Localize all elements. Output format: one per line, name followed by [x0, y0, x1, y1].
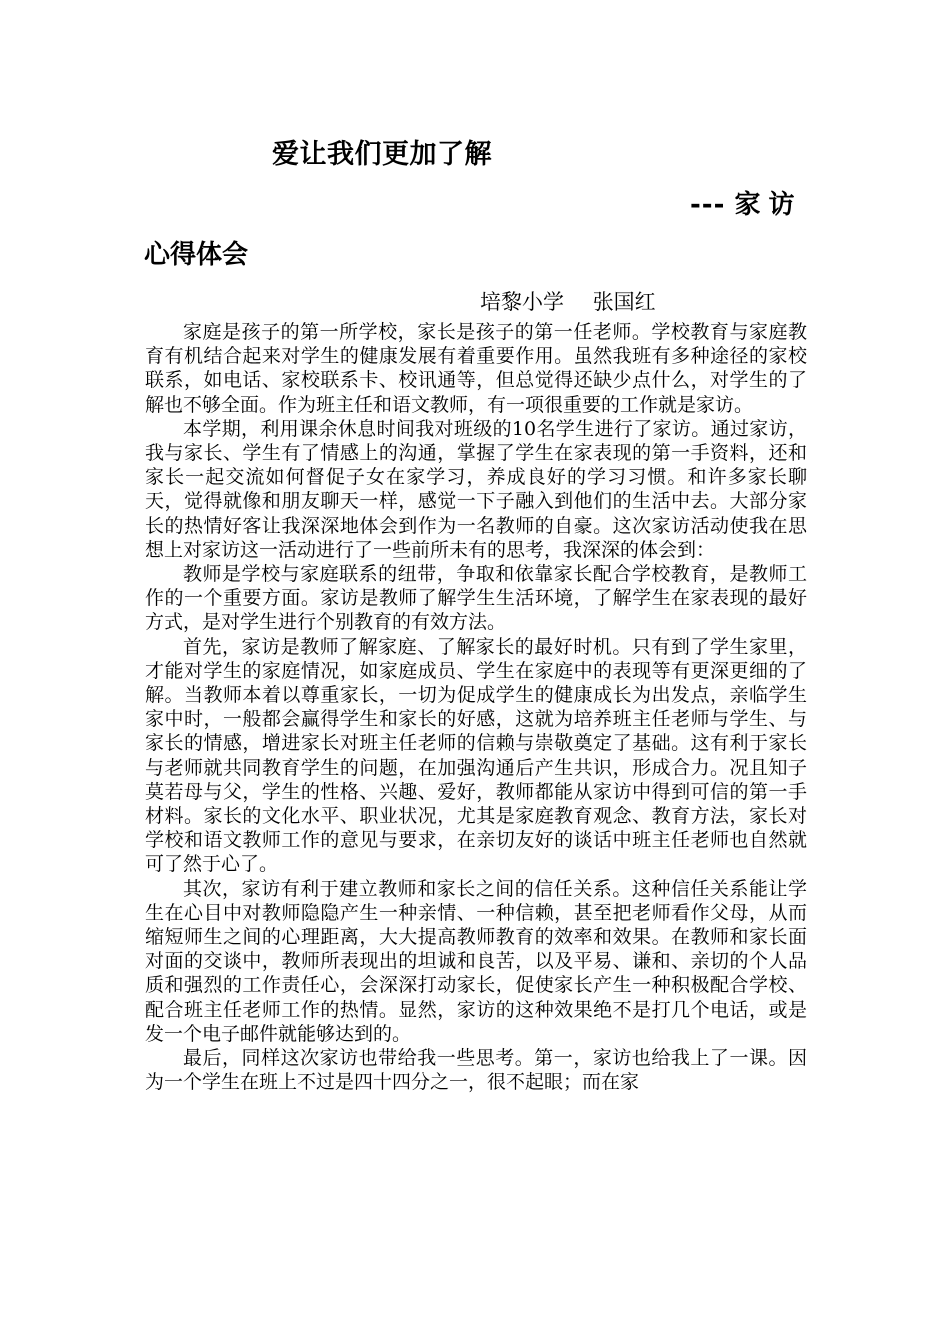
author-name: 张国红 — [592, 290, 656, 314]
subtitle-continuation: 心得体会 — [144, 240, 249, 270]
paragraph: 本学期，利用课余休息时间我对班级的10名学生进行了家访。通过家访，我与家长、学生有了情感上的沟通，掌握了学生在家表现的第一手资料，还和家长一起交流如何督促子女在家学习，养成良好的学习习惯。和许多家长聊天，觉得就像和朋友聊天一样，感觉一下子融入到他们的生活中去。大部分家长的热情好客让我深深地体会到作为一名教师的自豪。这次家访活动使我在思想上对家访这一活动进行了一些前所未有的思考，我深深的体会到： — [145, 417, 807, 561]
document-title: 爱让我们更加了解 — [272, 139, 492, 170]
document-subtitle — [690, 184, 802, 221]
body-text — [145, 320, 807, 1095]
author-line — [480, 286, 656, 316]
subtitle-word: 家访 — [734, 190, 803, 220]
paragraph: 家庭是孩子的第一所学校，家长是孩子的第一任老师。学校教育与家庭教育有机结合起来对学生的健康发展有着重要作用。虽然我班有多种途径的家校联系，如电话、家校联系卡、校讯通等，但总觉得还缺少点什么，对学生的了解也不够全面。作为班主任和语文教师，有一项很重要的工作就是家访。 — [145, 321, 807, 416]
subtitle-dash: --- — [690, 190, 726, 220]
paragraph: 其次，家访有利于建立教师和家长之间的信任关系。这种信任关系能让学生在心目中对教师隐隐产生一种亲情、一种信赖，甚至把老师看作父母，从而缩短师生之间的心理距离，大大提高教师教育的效率和效果。在教师和家长面对面的交谈中，教师所表现出的坦诚和良苦，以及平易、谦和、亲切的个人品质和强烈的工作责任心，会深深打动家长，促使家长产生一种积极配合学校、配合班主任老师工作的热情。显然，家访的这种效果绝不是打几个电话，或是发一个电子邮件就能够达到的。 — [145, 877, 807, 1045]
author-school: 培黎小学 — [480, 290, 564, 314]
paragraph: 首先，家访是教师了解家庭、了解家长的最好时机。只有到了学生家里，才能对学生的家庭情况，如家庭成员、学生在家庭中的表现等有更深更细的了解。当教师本着以尊重家长，一切为促成学生的健康成长为出发点，亲临学生家中时，一般都会赢得学生和家长的好感，这就为培养班主任老师与学生、与家长的情感，增进家长对班主任老师的信赖与崇敬奠定了基础。这有利于家长与老师就共同教育学生的问题，在加强沟通后产生共识，形成合力。况且知子莫若母与父，学生的性格、兴趣、爱好，教师都能从家访中得到可信的第一手材料。家长的文化水平、职业状况，尤其是家庭教育观念、教育方法，家长对学校和语文教师工作的意见与要求，在亲切友好的谈话中班主任老师也自然就可了然于心了。 — [145, 635, 807, 876]
paragraph: 最后，同样这次家访也带给我一些思考。第一，家访也给我上了一课。因为一个学生在班上不过是四十四分之一，很不起眼；而在家 — [145, 1047, 807, 1094]
paragraph: 教师是学校与家庭联系的纽带，争取和依靠家长配合学校教育，是教师工作的一个重要方面。家访是教师了解学生生活环境，了解学生在家表现的最好方式，是对学生进行个别教育的有效方法。 — [145, 563, 807, 634]
